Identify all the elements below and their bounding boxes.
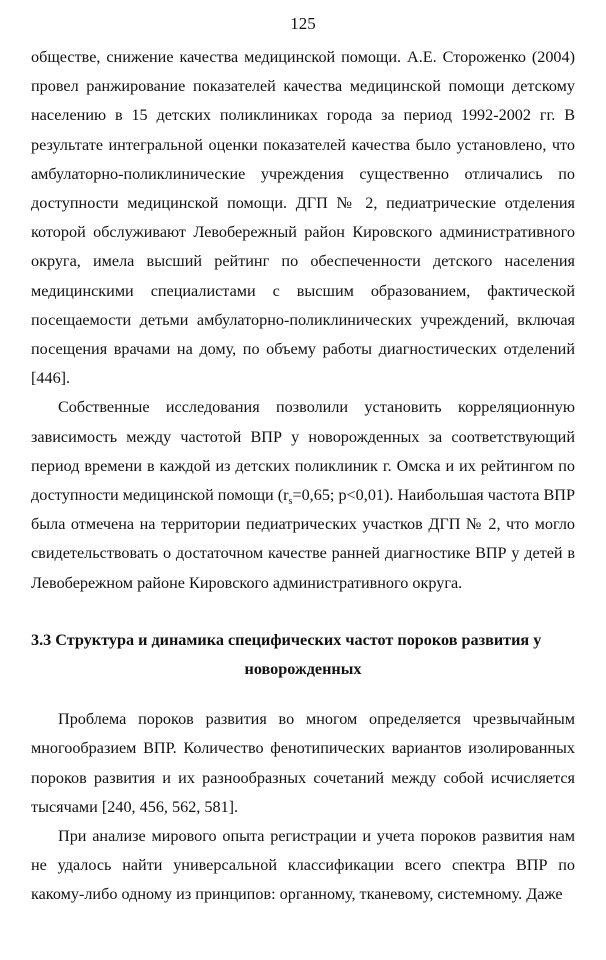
paragraph-2-text-after-subscript: =0,65; p<0,01). Наибольшая частота ВПР была отмечена на территории педиатрических участков ДГП № 2, что могло свидетельствовать о достаточном качестве ранней диагностике ВПР у детей в Левобережном районе Кировского административного округа. [31,486,575,592]
paragraph-2 [31,393,575,597]
paragraph-1: обществе, снижение качества медицинской помощи. А.Е. Стороженко (2004) провел ранжирование показателей качества медицинской помощи детскому населению в 15 детских поликлиниках города за период 1992-2002 гг. В результате интегральной оценки показателей качества было установлено, что амбулаторно-поликлинические учреждения существенно отличались по доступности медицинской помощи. ДГП № 2, педиатрические отделения которой обслуживают Левобережный район Кировского административного округа, имела высший рейтинг по обеспеченности детского населения медицинскими специалистами с высшим образованием, фактической посещаемости детьми амбулаторно-поликлинических учреждений, включая посещения врачами на дому, по объему работы диагностических отделений [446]. [31,48,575,388]
subscript-s: s [288,496,293,508]
section-heading-line-2: новорожденных [244,660,362,679]
spacer [31,598,575,626]
section-heading-line-1: 3.3 Структура и динамика специфических частот пороков развития у [31,630,542,649]
spacer [31,684,575,705]
paragraph-2-text-before-subscript: Собственные исследования позволили установить корреляционную зависимость между частотой ВПР у новорожденных за соответствующий период времени в каждой из детских поликлиник г. Омска и их рейтингом по доступности медицинской помощи (r [31,398,575,505]
paragraph-4: При анализе мирового опыта регистрации и учета пороков развития нам не удалось найти универсальной классификации всего спектра ВПР по какому-либо одному из принципов: органному, тканевому, системному. Даже [31,827,575,904]
page-content [31,43,575,910]
paragraph-3: Проблема пороков развития во многом определяется чрезвычайным многообразием ВПР. Количество фенотипических вариантов изолированных пороков развития и их разнообразных сочетаний между собой исчисляется тысячами [240, 456, 562, 581]. [31,710,575,816]
page-number: 125 [290,14,316,33]
